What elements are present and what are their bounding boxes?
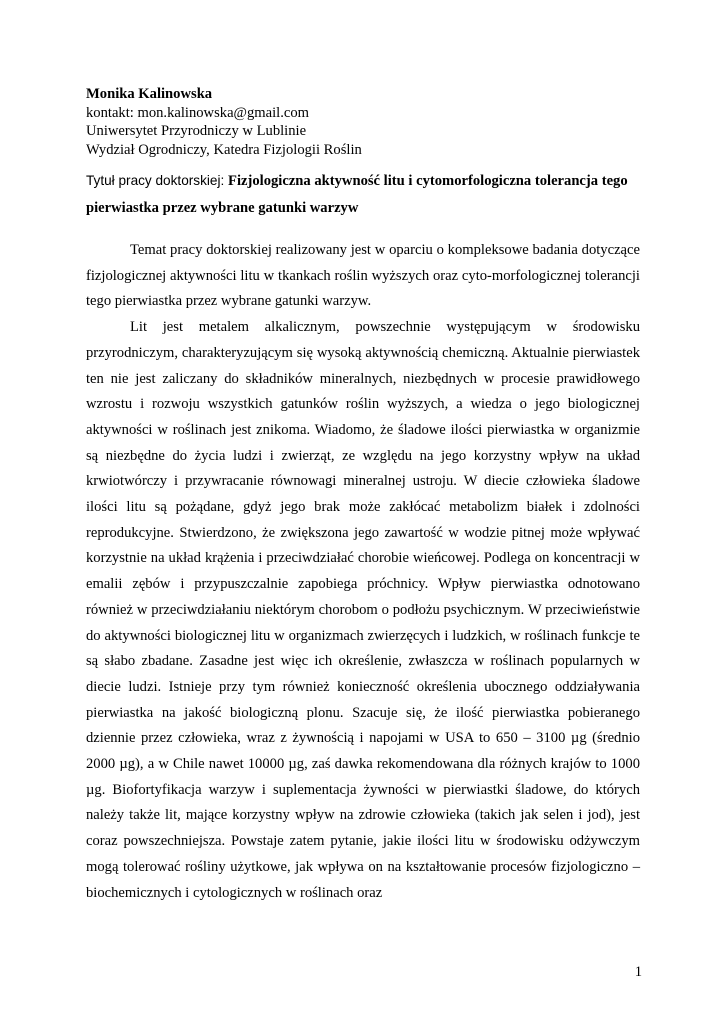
author-contact: kontakt: mon.kalinowska@gmail.com (86, 104, 309, 121)
paragraph-lithium: Lit jest metalem alkalicznym, powszechnie występującym w środowisku przyrodniczym, charakteryzującym się wysoką aktywnością chemiczną. Aktualnie pierwiastek ten nie jest zaliczany do składników mineralnych, niezbędnych w procesie prawidłowego wzrostu i rozwoju wszystkich gatunków roślin wyższych, a wiedza o jego biologicznej aktywności w roślinach jest znikoma. Wiadomo, że śladowe ilości pierwiastka w organizmie są niezbędne do życia ludzi i zwierząt, ze względu na jego korzystny wpływ na układ krwiotwórczy i przywracanie równowagi mineralnej ustroju. W diecie człowieka śladowe ilości litu są pożądane, gdyż jego brak może zakłócać metabolizm białek i zdolności reprodukcyjne. Stwierdzono, że zwiększona jego zawartość w wodzie pitnej może wpływać korzystnie na układ krążenia i przeciwdziałać chorobie wieńcowej. Podlega on koncentracji w emalii zębów i przypuszczalnie zapobiega próchnicy. Wpływ pierwiastka odnotowano również w przeciwdziałaniu niektórym chorobom o podłożu psychicznym. W przeciwieństwie do aktywności biologicznej litu w organizmach zwierzęcych i ludzkich, w roślinach funkcje te są słabo zbadane. Zasadne jest więc ich określenie, zwłaszcza w roślinach popularnych w diecie ludzi. Istnieje przy tym również konieczność określenia ubocznego oddziaływania pierwiastka na jakość biologiczną plonu. Szacuje się, że ilość pierwiastka pobieranego dziennie przez człowieka, wraz z żywnością i napojami w USA to 650 – 3100 µg (średnio 2000 µg), a w Chile nawet 10000 µg, zaś dawka rekomendowana dla różnych krajów to 1000 µg. Biofortyfikacja warzyw i suplementacja żywności w pierwiastki śladowe, do których należy także lit, mające korzystny wpływ na zdrowie człowieka (takich jak selen i jod), jest coraz powszechniejsza. Powstaje zatem pytanie, jakie ilości litu w środowisku odżywczym mogą tolerować rośliny użytkowe, jak wpływa on na kształtowanie procesów fizjologiczno – biochemicznych i cytologicznych w roślinach oraz (86, 319, 640, 901)
author-department: Wydział Ogrodniczy, Katedra Fizjologii Roślin (86, 141, 362, 158)
paragraph-intro: Temat pracy doktorskiej realizowany jest w oparciu o kompleksowe badania dotyczące fizjologicznej aktywności litu w tkankach roślin wyższych oraz cyto-morfologicznej tolerancji tego pierwiastka przez wybrane gatunki warzyw. (86, 242, 640, 310)
page-number: 1 (634, 964, 642, 980)
author-name: Monika Kalinowska (86, 86, 213, 102)
author-header (86, 85, 646, 159)
thesis-title: Fizjologiczna aktywność litu i cytomorfologiczna tolerancja tego pierwiastka przez wybrane gatunki warzyw (86, 173, 628, 216)
author-university: Uniwersytet Przyrodniczy w Lublinie (86, 123, 307, 139)
thesis-title-block (86, 167, 640, 222)
body-text (86, 238, 640, 906)
thesis-title-prefix: Tytuł pracy doktorskiej: (86, 173, 229, 188)
